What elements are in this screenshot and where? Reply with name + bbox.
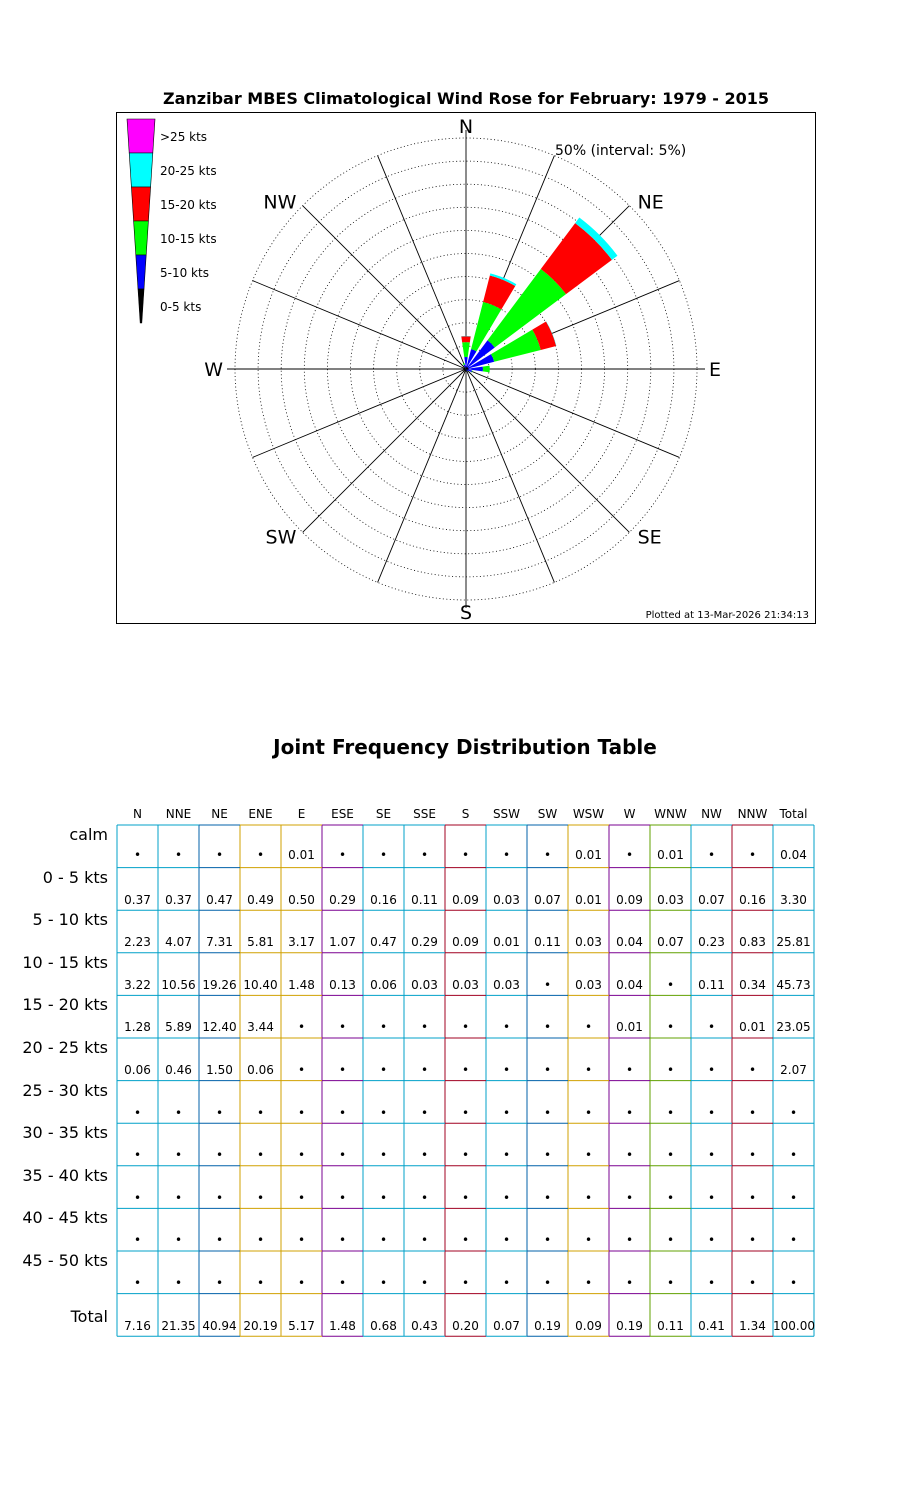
table-cell: •	[789, 1276, 798, 1290]
table-cell: •	[461, 1063, 470, 1077]
table-cell: 1.07	[329, 935, 356, 950]
table-cell: 0.29	[411, 935, 438, 950]
table-cell: •	[420, 1233, 429, 1248]
table-cell: 0.09	[575, 1318, 602, 1333]
table-cell: •	[584, 1190, 593, 1205]
row-label: Total	[70, 1306, 108, 1326]
table-cell: •	[215, 1190, 224, 1205]
table-cell: 0.01	[575, 848, 602, 862]
column-header-se: SE	[375, 807, 392, 821]
table-cell: •	[215, 1233, 224, 1248]
table-cell: 10.56	[161, 977, 196, 992]
table-cell: 0.16	[370, 892, 397, 907]
table-cell: •	[338, 1063, 347, 1077]
table-cell: •	[297, 1233, 306, 1248]
table-cell: •	[666, 1233, 675, 1248]
table-cell: 0.20	[452, 1318, 479, 1333]
table-cell: •	[543, 1148, 552, 1163]
table-cell: 3.44	[247, 1020, 274, 1035]
table-cell: •	[297, 1020, 306, 1035]
row-label: 35 - 40 kts	[22, 1165, 108, 1185]
table-cell: 0.11	[698, 977, 725, 992]
table-cell: 0.23	[698, 935, 725, 950]
table-cell: •	[338, 1233, 347, 1248]
row-label: 30 - 35 kts	[22, 1123, 108, 1143]
table-cell: 0.37	[124, 892, 151, 907]
table-cell: •	[584, 1020, 593, 1035]
table-cell: 0.46	[165, 1063, 192, 1077]
table-cell: 0.50	[288, 892, 315, 907]
table-cell: •	[625, 1233, 634, 1248]
table-cell: 10.40	[243, 977, 278, 992]
table-cell: •	[584, 1233, 593, 1248]
column-header-ene: ENE	[248, 807, 273, 821]
table-cell: •	[584, 1276, 593, 1290]
table-cell: 0.06	[247, 1063, 274, 1077]
legend-label-2: 10-15 kts	[160, 232, 217, 246]
table-cell: 23.05	[776, 1020, 811, 1035]
table-cell: •	[461, 1105, 470, 1120]
table-title: Joint Frequency Distribution Table	[273, 735, 657, 759]
table-cell: •	[666, 977, 675, 992]
table-cell: •	[174, 1148, 183, 1163]
table-cell: 3.17	[288, 935, 315, 950]
table-cell: •	[174, 1276, 183, 1290]
table-cell: 0.19	[616, 1318, 643, 1333]
table-cell: 0.13	[329, 977, 356, 992]
table-cell: 0.01	[657, 848, 684, 862]
row-label: 45 - 50 kts	[22, 1251, 108, 1270]
table-cell: •	[379, 1105, 388, 1120]
table-cell: 0.03	[657, 892, 684, 907]
table-cell: •	[502, 1105, 511, 1120]
table-cell: •	[625, 1190, 634, 1205]
table-cell: •	[297, 1190, 306, 1205]
table-cell: •	[543, 1276, 552, 1290]
table-cell: •	[707, 1105, 716, 1120]
table-cell: •	[256, 1148, 265, 1163]
table-cell: •	[133, 1105, 142, 1120]
table-cell: 0.04	[616, 977, 643, 992]
table-cell: •	[297, 1063, 306, 1077]
column-header-n: N	[133, 807, 142, 821]
table-cell: •	[748, 1148, 757, 1163]
table-cell: •	[379, 1148, 388, 1163]
table-cell: •	[338, 1020, 347, 1035]
table-cell: •	[625, 1105, 634, 1120]
direction-label-nw: NW	[263, 191, 297, 214]
direction-label-s: S	[459, 602, 473, 624]
row-label: 5 - 10 kts	[32, 910, 108, 930]
table-cell: •	[543, 977, 552, 992]
table-cell: •	[461, 848, 470, 862]
table-cell: •	[543, 1233, 552, 1248]
table-cell: 19.26	[202, 977, 237, 992]
column-header-nw: NW	[701, 807, 722, 821]
direction-label-ne: NE	[637, 191, 664, 214]
table-cell: •	[379, 1233, 388, 1248]
table-cell: •	[666, 1020, 675, 1035]
table-cell: 0.01	[288, 848, 315, 862]
column-header-ne: NE	[211, 807, 228, 821]
table-cell: 1.48	[329, 1318, 356, 1333]
table-cell: 0.01	[575, 892, 602, 907]
legend-label-3: 15-20 kts	[160, 198, 217, 212]
table-cell: 3.22	[124, 977, 151, 992]
table-cell: 0.34	[739, 977, 766, 992]
row-label: 15 - 20 kts	[22, 995, 108, 1015]
table-cell: •	[379, 1020, 388, 1035]
table-cell: •	[666, 1276, 675, 1290]
table-cell: 0.01	[616, 1020, 643, 1035]
row-label: calm	[69, 825, 108, 844]
table-cell: •	[584, 1148, 593, 1163]
row-label: 0 - 5 kts	[42, 867, 108, 887]
row-label: 25 - 30 kts	[22, 1080, 108, 1100]
table-cell: •	[502, 848, 511, 862]
table-cell: 21.35	[161, 1318, 196, 1333]
table-cell: •	[748, 1276, 757, 1290]
table-cell: 4.07	[165, 935, 192, 950]
ring-interval-label: 50% (interval: 5%)	[555, 143, 687, 159]
table-cell: •	[748, 1233, 757, 1248]
table-cell: •	[256, 1276, 265, 1290]
table-cell: •	[174, 1233, 183, 1248]
table-cell: •	[338, 848, 347, 862]
table-cell: •	[215, 1276, 224, 1290]
wind-rose-title: Zanzibar MBES Climatological Wind Rose for February: 1979 - 2015	[162, 89, 770, 108]
direction-label-sw: SW	[265, 526, 297, 549]
table-cell: •	[502, 1020, 511, 1035]
table-cell: 0.49	[247, 892, 274, 907]
table-cell: •	[420, 1190, 429, 1205]
table-cell: •	[502, 1276, 511, 1290]
row-label: 20 - 25 kts	[22, 1038, 108, 1057]
table-cell: 0.07	[493, 1318, 520, 1333]
table-cell: •	[338, 1190, 347, 1205]
table-cell: •	[420, 1148, 429, 1163]
table-cell: •	[707, 1233, 716, 1248]
table-cell: •	[707, 1148, 716, 1163]
table-cell: •	[420, 1105, 429, 1120]
table-cell: •	[789, 1190, 798, 1205]
table-cell: •	[133, 1276, 142, 1290]
table-cell: •	[748, 1105, 757, 1120]
table-cell: 0.06	[370, 977, 397, 992]
table-cell: 20.19	[243, 1318, 278, 1333]
table-cell: 0.47	[206, 892, 233, 907]
table-cell: •	[420, 1020, 429, 1035]
table-cell: 5.81	[247, 935, 274, 950]
table-cell: 100.00	[773, 1318, 815, 1333]
table-cell: 0.03	[575, 977, 602, 992]
table-cell: •	[256, 1233, 265, 1248]
legend-label-4: 20-25 kts	[160, 164, 217, 178]
table-cell: •	[256, 1105, 265, 1120]
table-cell: •	[420, 1063, 429, 1077]
table-cell: 25.81	[776, 935, 811, 950]
column-header-s: S	[461, 807, 470, 821]
legend-label-1: 5-10 kts	[160, 266, 209, 280]
table-cell: 2.07	[780, 1063, 807, 1077]
table-cell: 7.16	[124, 1318, 151, 1333]
table-cell: •	[379, 1190, 388, 1205]
table-cell: 1.48	[288, 977, 315, 992]
table-cell: 0.19	[534, 1318, 561, 1333]
table-cell: 0.03	[493, 892, 520, 907]
table-cell: •	[215, 1105, 224, 1120]
row-label: 40 - 45 kts	[22, 1208, 108, 1228]
table-cell: •	[543, 1190, 552, 1205]
table-cell: 0.11	[411, 892, 438, 907]
table-cell: 0.03	[411, 977, 438, 992]
table-cell: •	[584, 1063, 593, 1077]
table-cell: •	[625, 1148, 634, 1163]
column-header-e: E	[297, 807, 306, 821]
table-cell: •	[502, 1190, 511, 1205]
table-cell: •	[707, 1063, 716, 1077]
direction-label-w: W	[204, 359, 223, 381]
table-cell: •	[379, 848, 388, 862]
table-cell: •	[215, 1148, 224, 1163]
table-cell: 0.07	[657, 935, 684, 950]
table-cell: •	[379, 1276, 388, 1290]
table-cell: •	[543, 1020, 552, 1035]
column-header-ssw: SSW	[492, 807, 521, 821]
table-cell: •	[666, 1148, 675, 1163]
table-cell: 0.09	[452, 892, 479, 907]
table-cell: •	[707, 848, 716, 862]
legend-label-5: >25 kts	[160, 130, 208, 144]
direction-label-e: E	[709, 359, 722, 381]
table-cell: 0.41	[698, 1318, 725, 1333]
table-cell: 0.47	[370, 935, 397, 950]
table-cell: •	[133, 848, 142, 862]
table-cell: •	[707, 1020, 716, 1035]
table-cell: •	[133, 1148, 142, 1163]
plotted-timestamp: Plotted at 13-Mar-2026 21:34:13	[645, 610, 809, 621]
table-cell: •	[707, 1276, 716, 1290]
column-header-nne: NNE	[165, 807, 192, 821]
table-cell: •	[707, 1190, 716, 1205]
table-cell: •	[256, 1190, 265, 1205]
table-cell: •	[338, 1276, 347, 1290]
table-cell: •	[584, 1105, 593, 1120]
table-cell: 45.73	[776, 977, 811, 992]
table-cell: •	[625, 1063, 634, 1077]
table-cell: 40.94	[202, 1318, 237, 1333]
column-header-sse: SSE	[413, 807, 436, 821]
column-header-total: Total	[779, 807, 808, 821]
table-cell: 0.03	[452, 977, 479, 992]
table-cell: •	[133, 1233, 142, 1248]
table-cell: •	[502, 1063, 511, 1077]
table-cell: •	[256, 848, 265, 862]
table-cell: •	[461, 1148, 470, 1163]
table-cell: 5.89	[165, 1020, 192, 1035]
table-cell: •	[420, 1276, 429, 1290]
table-cell: 3.30	[780, 892, 807, 907]
table-cell: 0.04	[780, 848, 807, 862]
table-cell: •	[297, 1276, 306, 1290]
table-cell: •	[133, 1190, 142, 1205]
table-cell: 0.01	[739, 1020, 766, 1035]
table-cell: •	[789, 1148, 798, 1163]
table-cell: •	[174, 1105, 183, 1120]
table-cell: •	[379, 1063, 388, 1077]
table-cell: 1.50	[206, 1063, 233, 1077]
table-cell: •	[625, 1276, 634, 1290]
table-cell: 0.11	[657, 1318, 684, 1333]
direction-label-n: N	[458, 116, 474, 138]
table-cell: 0.16	[739, 892, 766, 907]
direction-label-se: SE	[637, 526, 662, 549]
table-cell: 2.23	[124, 935, 151, 950]
table-cell: •	[789, 1105, 798, 1120]
table-cell: 0.68	[370, 1318, 397, 1333]
table-cell: •	[666, 1190, 675, 1205]
table-cell: •	[297, 1105, 306, 1120]
table-cell: 0.83	[739, 935, 766, 950]
table-cell: 0.43	[411, 1318, 438, 1333]
column-header-ese: ESE	[331, 807, 354, 821]
table-cell: 0.03	[575, 935, 602, 950]
column-header-sw: SW	[537, 807, 558, 821]
table-cell: •	[543, 848, 552, 862]
table-cell: •	[666, 1105, 675, 1120]
table-cell: •	[748, 848, 757, 862]
table-cell: 5.17	[288, 1318, 315, 1333]
table-cell: •	[625, 848, 634, 862]
table-cell: •	[338, 1105, 347, 1120]
table-cell: 12.40	[202, 1020, 237, 1035]
table-cell: •	[502, 1233, 511, 1248]
table-cell: 0.11	[534, 935, 561, 950]
table-cell: •	[174, 848, 183, 862]
table-cell: •	[338, 1148, 347, 1163]
column-header-wnw: WNW	[654, 807, 687, 821]
table-cell: 0.07	[534, 892, 561, 907]
table-cell: •	[461, 1276, 470, 1290]
table-cell: •	[748, 1063, 757, 1077]
table-cell: 0.06	[124, 1063, 151, 1077]
table-cell: •	[420, 848, 429, 862]
table-cell: 0.03	[493, 977, 520, 992]
table-cell: 0.07	[698, 892, 725, 907]
table-cell: 0.04	[616, 935, 643, 950]
table-cell: 1.28	[124, 1020, 151, 1035]
column-header-wsw: WSW	[572, 807, 605, 821]
column-header-nnw: NNW	[737, 807, 768, 821]
column-header-w: W	[623, 807, 636, 821]
table-cell: •	[789, 1233, 798, 1248]
table-cell: •	[502, 1148, 511, 1163]
row-label: 10 - 15 kts	[22, 952, 108, 972]
table-cell: •	[666, 1063, 675, 1077]
table-cell: 0.29	[329, 892, 356, 907]
table-cell: •	[215, 848, 224, 862]
table-cell: 0.37	[165, 892, 192, 907]
table-cell: •	[543, 1105, 552, 1120]
table-cell: •	[461, 1190, 470, 1205]
table-cell: 1.34	[739, 1318, 766, 1333]
table-cell: •	[461, 1020, 470, 1035]
table-cell: •	[297, 1148, 306, 1163]
table-cell: •	[543, 1063, 552, 1077]
table-cell: •	[748, 1190, 757, 1205]
table-cell: 7.31	[206, 935, 233, 950]
table-cell: 0.09	[616, 892, 643, 907]
legend-label-0: 0-5 kts	[160, 300, 202, 314]
table-cell: 0.01	[493, 935, 520, 950]
table-cell: •	[461, 1233, 470, 1248]
table-cell: 0.09	[452, 935, 479, 950]
table-cell: •	[174, 1190, 183, 1205]
